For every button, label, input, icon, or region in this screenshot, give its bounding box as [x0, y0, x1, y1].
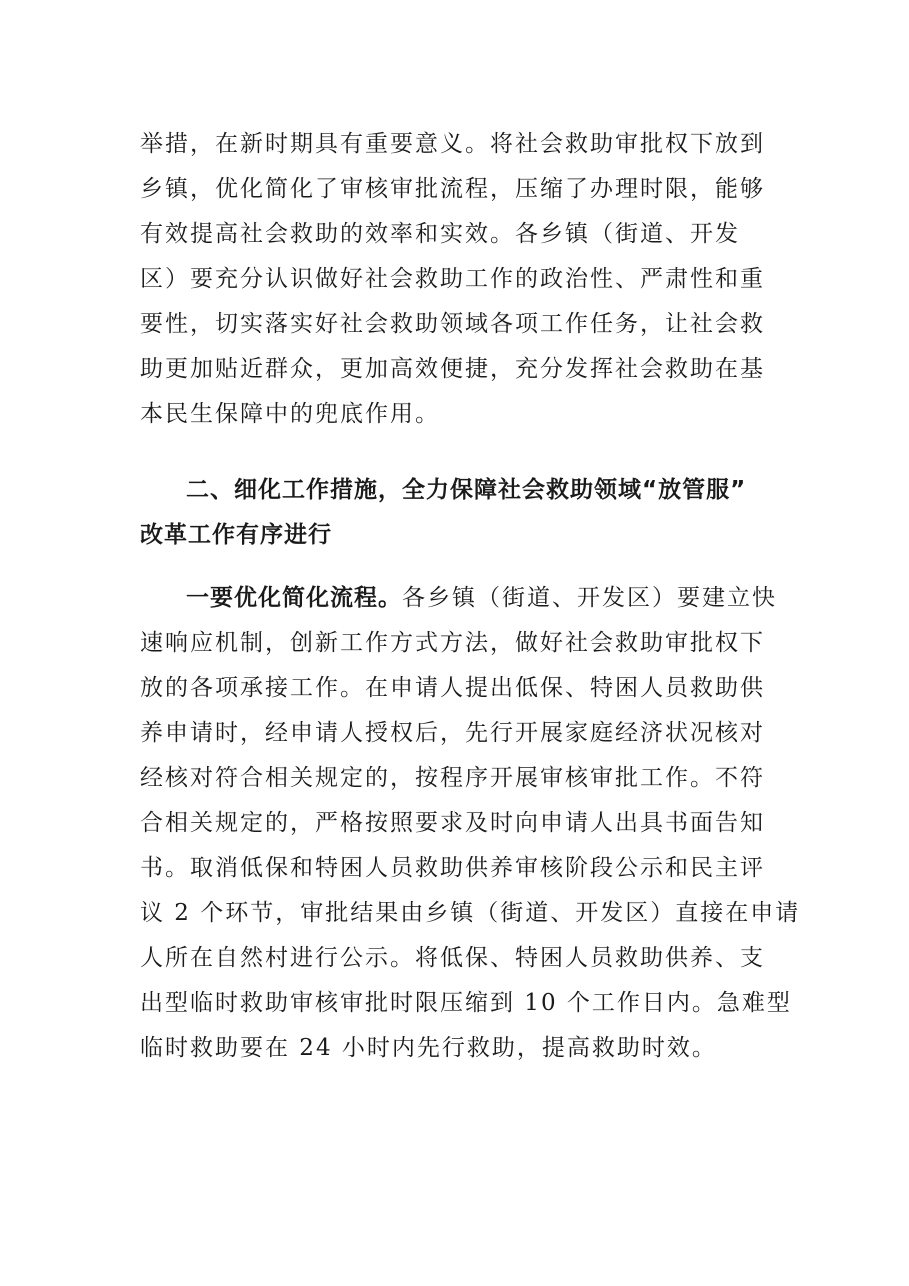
paragraph-2-line: 经核对符合相关规定的，按程序开展审核审批工作。不符 [140, 765, 765, 791]
paragraph-1-line: 要性，切实落实好社会救助领域各项工作任务，让社会救 [140, 311, 765, 337]
paragraph-2-line: 养申请时，经申请人授权后，先行开展家庭经济状况核对 [140, 720, 765, 746]
paragraph-lead-phrase: 一要优化简化流程。 [186, 585, 402, 611]
paragraph-2-line: 书。取消低保和特困人员救助供养审核阶段公示和民主评 [140, 855, 765, 881]
paragraph-2-line: 出型临时救助审核审批时限压缩到 10 个工作日内。急难型 [140, 990, 792, 1016]
paragraph-2-line: 放的各项承接工作。在申请人提出低保、特困人员救助供 [140, 675, 765, 701]
paragraph-2-line: 合相关规定的，严格按照要求及时向申请人出具书面告知 [140, 810, 765, 836]
paragraph-2-line: 人所在自然村进行公示。将低保、特困人员救助供养、支 [140, 945, 765, 971]
paragraph-1 [140, 122, 780, 437]
section-2-heading [140, 468, 780, 558]
paragraph-1-line: 举措，在新时期具有重要意义。将社会救助审批权下放到 [140, 131, 765, 157]
paragraph-2-first-line [140, 576, 780, 621]
paragraph-2-line: 速响应机制，创新工作方式方法，做好社会救助审批权下 [140, 630, 765, 656]
section-heading-line: 改革工作有序进行 [140, 522, 332, 548]
paragraph-2-line: 议 2 个环节，审批结果由乡镇（街道、开发区）直接在申请 [140, 900, 801, 926]
paragraph-2-first-line-text: 各乡镇（街道、开发区）要建立快 [402, 585, 777, 611]
paragraph-1-line: 助更加贴近群众，更加高效便捷，充分发挥社会救助在基 [140, 356, 765, 382]
paragraph-1-line: 区）要充分认识做好社会救助工作的政治性、严肃性和重 [140, 266, 765, 292]
paragraph-2-line: 临时救助要在 24 小时内先行救助，提高救助时效。 [140, 1035, 717, 1061]
section-heading-line: 二、细化工作措施，全力保障社会救助领域“放管服” [186, 477, 747, 503]
paragraph-2 [140, 576, 801, 1071]
paragraph-1-line: 本民生保障中的兜底作用。 [140, 401, 440, 427]
paragraph-1-line: 乡镇，优化简化了审核审批流程，压缩了办理时限，能够 [140, 176, 765, 202]
paragraph-1-line: 有效提高社会救助的效率和实效。各乡镇（街道、开发 [140, 221, 740, 247]
